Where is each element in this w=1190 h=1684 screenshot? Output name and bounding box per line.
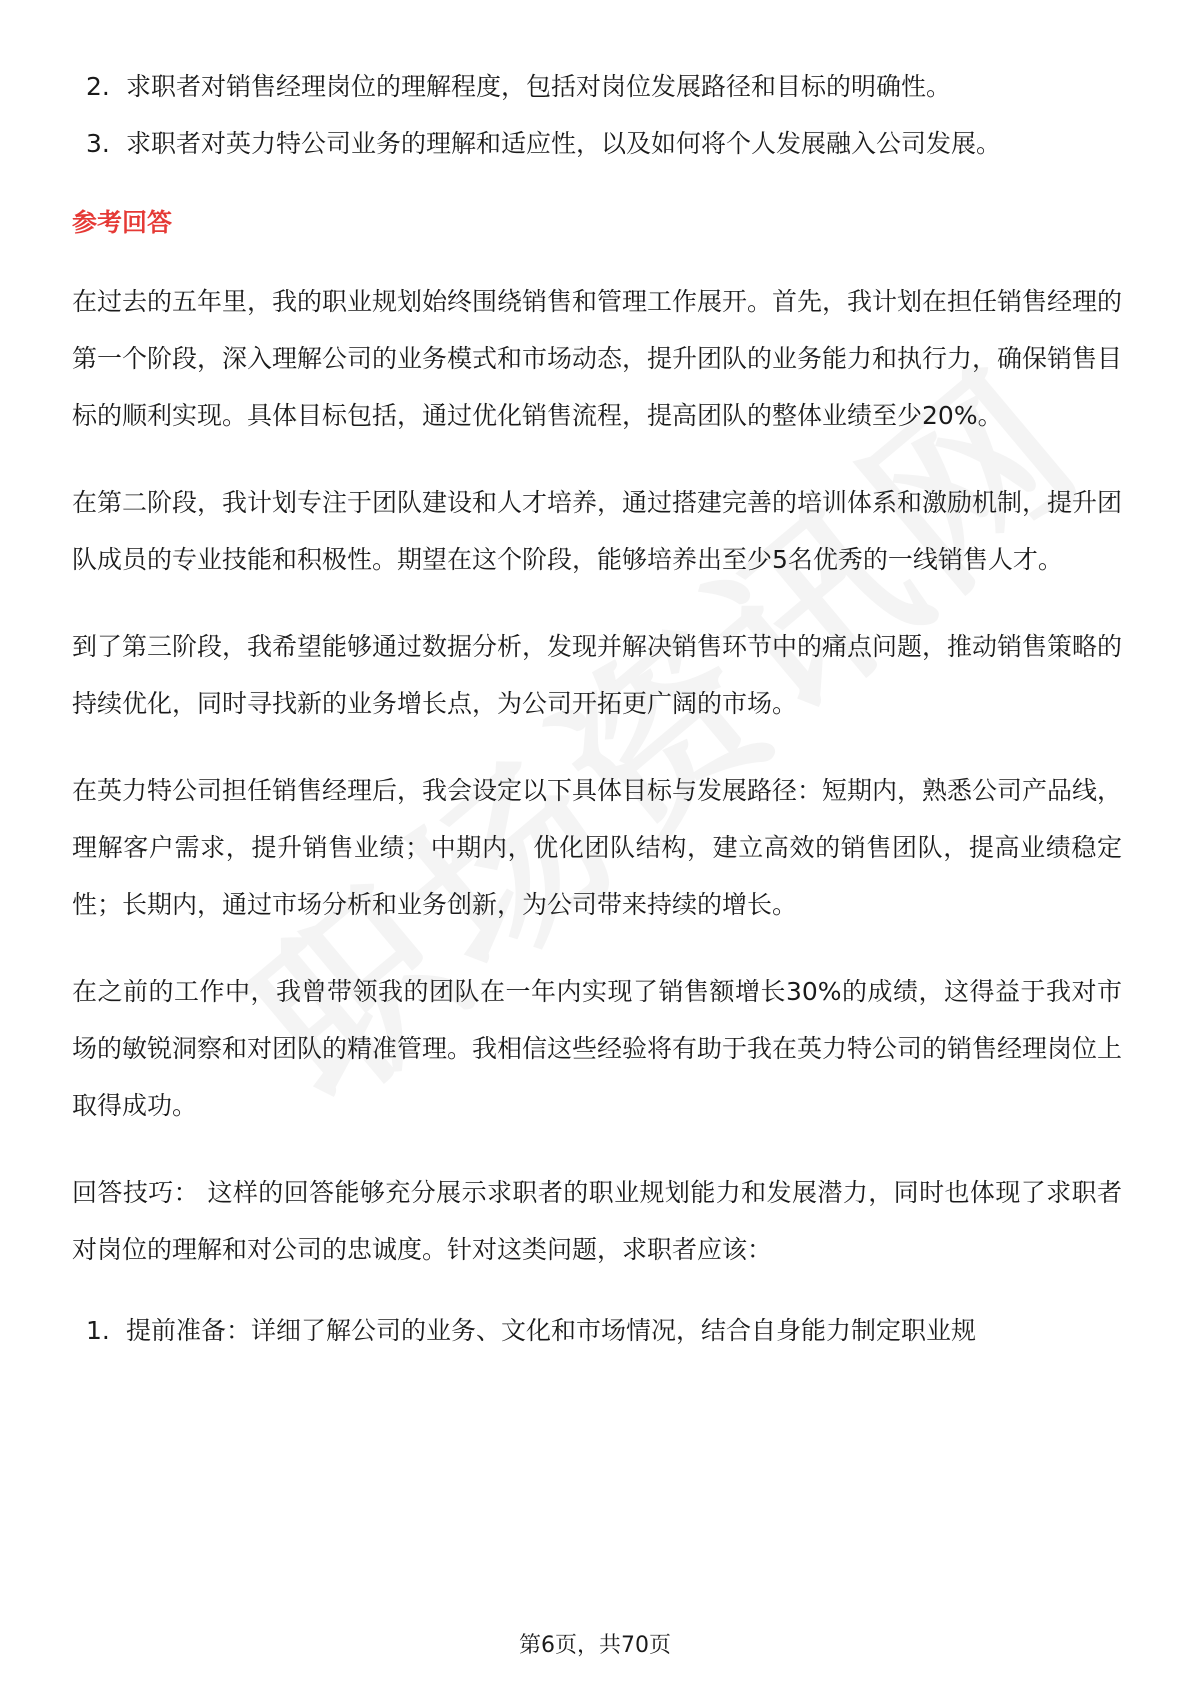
list-item bbox=[72, 115, 1122, 172]
section-title: 参考回答 bbox=[72, 208, 173, 237]
list-item-text: 求职者对英力特公司业务的理解和适应性，以及如何将个人发展融入公司发展。 bbox=[126, 129, 1002, 158]
list-item-text: 提前准备：详细了解公司的业务、文化和市场情况，结合自身能力制定职业规 bbox=[126, 1316, 977, 1345]
list-item-number: 3. bbox=[86, 129, 110, 158]
list-item bbox=[72, 58, 1122, 115]
paragraph: 在第二阶段，我计划专注于团队建设和人才培养，通过搭建完善的培训体系和激励机制，提升团队成员的专业技能和积极性。期望在这个阶段，能够培养出至少5名优秀的一线销售人才。 bbox=[72, 488, 1123, 574]
paragraph: 在过去的五年里，我的职业规划始终围绕销售和管理工作展开。首先，我计划在担任销售经理的第一个阶段，深入理解公司的业务模式和市场动态，提升团队的业务能力和执行力，确保销售目标的顺利实现。具体目标包括，通过优化销售流程，提高团队的整体业绩至少20%。 bbox=[72, 287, 1123, 430]
numbered-list-tips bbox=[72, 1302, 1122, 1359]
paragraph: 到了第三阶段，我希望能够通过数据分析，发现并解决销售环节中的痛点问题，推动销售策略的持续优化，同时寻找新的业务增长点，为公司开拓更广阔的市场。 bbox=[72, 632, 1123, 718]
page-footer: 第6页，共70页 bbox=[519, 1633, 671, 1658]
page-content bbox=[72, 58, 1122, 1359]
list-item bbox=[72, 1302, 1122, 1359]
list-item-number: 1. bbox=[86, 1316, 110, 1345]
paragraph: 在之前的工作中，我曾带领我的团队在一年内实现了销售额增长30%的成绩，这得益于我对市场的敏锐洞察和对团队的精准管理。我相信这些经验将有助于我在英力特公司的销售经理岗位上取得成功。 bbox=[72, 977, 1123, 1120]
list-item-text: 求职者对销售经理岗位的理解程度，包括对岗位发展路径和目标的明确性。 bbox=[126, 72, 952, 101]
answer-tips-paragraph: 回答技巧： 这样的回答能够充分展示求职者的职业规划能力和发展潜力，同时也体现了求职者对岗位的理解和对公司的忠诚度。针对这类问题，求职者应该： bbox=[72, 1178, 1122, 1264]
list-item-number: 2. bbox=[86, 72, 110, 101]
paragraph: 在英力特公司担任销售经理后，我会设定以下具体目标与发展路径：短期内，熟悉公司产品线，理解客户需求，提升销售业绩；中期内，优化团队结构，建立高效的销售团队，提高业绩稳定性；长期内，通过市场分析和业务创新，为公司带来持续的增长。 bbox=[72, 776, 1123, 919]
numbered-list-top bbox=[72, 58, 1122, 172]
